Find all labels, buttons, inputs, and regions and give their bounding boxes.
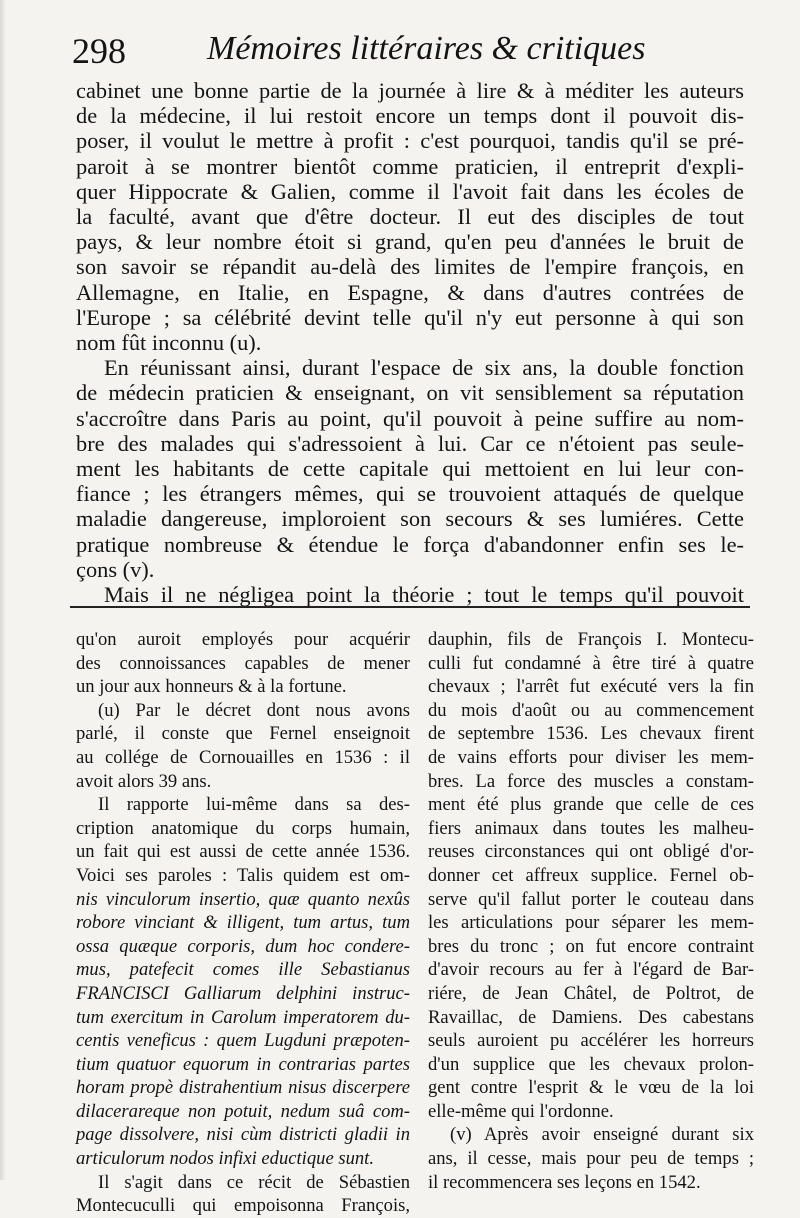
main-line: son savoir se répandit au-delà des limites de l'empire françois, en	[76, 254, 744, 280]
main-line: cabinet une bonne partie de la journée à lire & à méditer les auteurs	[76, 78, 744, 103]
footnotes-right-column	[428, 628, 754, 1194]
note-line: horam propè distrahentium nisus discerpere	[76, 1077, 410, 1099]
main-line: l'Europe ; sa célébrité devint telle qu'il n'y eut personne à qui son	[76, 304, 744, 330]
note-line: ossa quæque corporis, dum hoc condere-	[76, 935, 410, 957]
note-line: au collége de Cornouailles en 1536 : il	[76, 746, 410, 768]
running-title: Mémoires littéraires & critiques	[207, 30, 646, 67]
note-line: d'un supplice que les chevaux prolon-	[428, 1053, 754, 1075]
note-line: reuses circonstances qui ont obligé d'or-	[428, 841, 754, 863]
main-line: maladie dangereuse, imploroient son secours & ses lumiéres. Cette	[76, 506, 744, 532]
note-line: de septembre 1536. Les chevaux firent	[428, 723, 754, 745]
note-line: mus, patefecit comes ille Sebastianus	[76, 959, 410, 981]
note-line: des connoissances capables de mener	[76, 652, 410, 674]
note-line: ans, il cesse, mais pour peu de temps ;	[428, 1148, 754, 1170]
note-line: donner cet affreux supplice. Fernel ob-	[428, 864, 754, 886]
note-line: page dissolvere, nisi cùm districti gladii in	[76, 1124, 410, 1146]
note-line: articulorum nodos infixi eductique sunt.	[76, 1148, 374, 1170]
note-line: bres du tronc ; on fut encore contraint	[428, 935, 754, 957]
main-line: paroit à se montrer bientôt comme praticien, il entreprit d'expli-	[76, 153, 744, 179]
note-line: cription anatomique du corps humain,	[76, 817, 410, 839]
note-line: tum exercitum in Carolum imperatorem du-	[76, 1006, 410, 1028]
note-line: un fait qui est aussi de cette année 1536.	[76, 841, 410, 863]
main-line: poser, il voulut le mettre à profit : c'est pourquoi, tandis qu'il se pré-	[76, 128, 744, 154]
page-header	[72, 30, 752, 78]
main-line: çons (v).	[76, 556, 155, 582]
main-line: pratique nombreuse & étendue le força d'abandonner enfin ses le-	[76, 531, 744, 557]
page-edge-shadow	[0, 0, 6, 1180]
main-line: En réunissant ainsi, durant l'espace de six ans, la double fonction	[104, 355, 744, 381]
note-line: riére, de Jean Châtel, de Poltrot, de	[428, 982, 754, 1004]
note-line: chevaux ; l'arrêt fut exécuté vers la fin	[428, 676, 754, 698]
note-line: dilacerareque non potuit, nedum suâ com-	[76, 1100, 410, 1122]
footnote-separator-rule	[70, 606, 750, 608]
note-line: de vains efforts pour diviser les mem-	[428, 746, 754, 768]
note-line: il recommencera ses leçons en 1542.	[428, 1171, 701, 1193]
main-line: bre des malades qui s'adressoient à lui. Car ce n'étoient pas seule-	[76, 430, 744, 456]
note-line: centis veneficus : quem Lugduni præpoten-	[76, 1030, 410, 1052]
note-line: nis vinculorum insertio, quæ quanto nexûs	[76, 888, 410, 910]
note-line: elle-même qui l'ordonne.	[428, 1100, 614, 1122]
note-line: gent contre l'esprit & le vœu de la loi	[428, 1077, 754, 1099]
note-line: Il rapporte lui-même dans sa des-	[98, 794, 410, 816]
page-number: 298	[72, 31, 126, 71]
note-line: (u) Par le décret dont nous avons	[98, 699, 410, 721]
note-line: bres. La force des muscles a constam-	[428, 770, 754, 792]
main-line: quer Hippocrate & Galien, comme il l'avoit fait dans les écoles de	[76, 178, 744, 204]
note-line: les articulations pour séparer les mem-	[428, 912, 754, 934]
main-line: de la médecine, il lui restoit encore un temps dont il pouvoit dis-	[76, 103, 744, 129]
note-line: fiers animaux dans toutes les malheu-	[428, 817, 754, 839]
main-line: nom fût inconnu (u).	[76, 330, 262, 356]
note-line: Voici ses paroles : Talis quidem est om-	[76, 864, 410, 886]
main-line: ment les habitants de cette capitale qui mettoient en lui leur con-	[76, 456, 744, 482]
note-line: robore vinciant & illigent, tum artus, tum	[76, 912, 410, 934]
note-line: FRANCISCI Galliarum delphini instruc-	[76, 982, 410, 1004]
note-line: du mois d'août ou au commencement	[428, 699, 754, 721]
note-line: serve qu'il fallut porter le couteau dans	[428, 888, 754, 910]
note-line: culli fut condamné à être tiré à quatre	[428, 652, 754, 674]
note-line: d'avoir recours au fer à l'égard de Bar-	[428, 959, 754, 981]
note-line: dauphin, fils de François I. Montecu-	[428, 629, 754, 650]
note-line: ment été plus grande que celle de ces	[428, 794, 754, 816]
note-line: tium quatuor equorum in contrarias partes	[76, 1053, 410, 1075]
note-line: (v) Après avoir enseigné durant six	[450, 1124, 754, 1146]
note-line: Il s'agit dans ce récit de Sébastien	[98, 1171, 410, 1193]
note-line: un jour aux honneurs & à la fortune.	[76, 676, 347, 698]
main-line: de médecin praticien & enseignant, on vit sensiblement sa réputation	[76, 380, 744, 406]
footnotes-left-column	[76, 628, 410, 1218]
main-line: s'accroître dans Paris au point, qu'il pouvoit à peine suffire au nom-	[76, 405, 744, 431]
main-line: Mais il ne négligea point la théorie ; tout le temps qu'il pouvoit	[104, 582, 744, 608]
note-line: Ravaillac, de Damiens. Des cabestans	[428, 1006, 754, 1028]
note-line: Montecuculli qui empoisonna François,	[76, 1195, 410, 1217]
main-line: Allemagne, en Italie, en Espagne, & dans d'autres contrées de	[76, 279, 744, 305]
main-line: pays, & leur nombre étoit si grand, qu'en peu d'années le bruit de	[76, 229, 744, 255]
note-line: seuls auroient pu accélérer les horreurs	[428, 1030, 754, 1052]
main-line: la faculté, avant que d'être docteur. Il eut des disciples de tout	[76, 204, 744, 230]
main-text-body	[76, 78, 744, 607]
main-line: fiance ; les étrangers mêmes, qui se trouvoient attaqués de quelque	[76, 481, 744, 507]
note-line: qu'on auroit employés pour acquérir	[76, 629, 410, 650]
note-line: avoit alors 39 ans.	[76, 770, 212, 792]
note-line: parlé, il conste que Fernel enseignoit	[76, 723, 410, 745]
